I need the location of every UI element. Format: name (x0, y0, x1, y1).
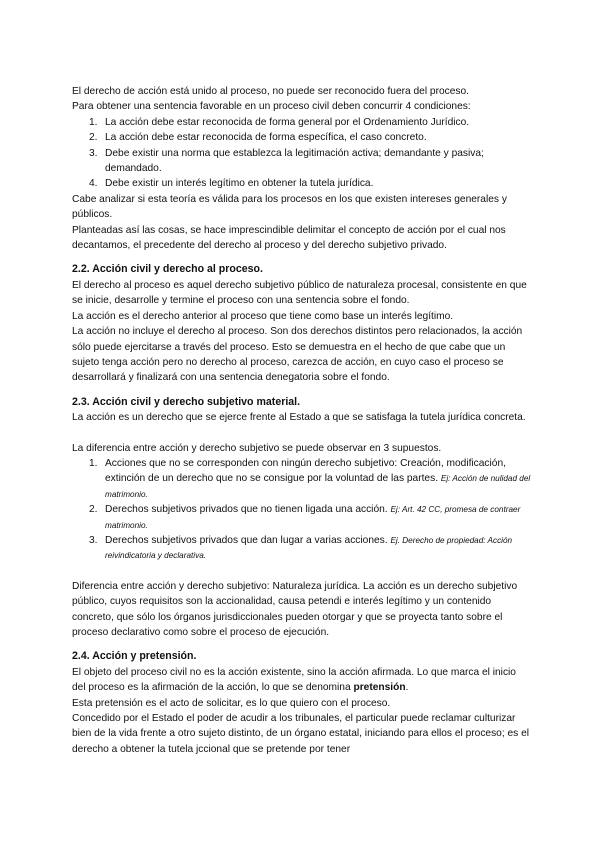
list-item (72, 130, 532, 145)
document-page (72, 84, 532, 757)
list-number: 1. (89, 457, 98, 469)
list-item (72, 115, 532, 130)
paragraph: Concedido por el Estado el poder de acudir a los tribunales, el particular puede reclamar culturizar bien de la vida frente a otro sujeto distinto, de un órgano estatal, iniciando para ellos el proceso; es el derecho a obtener la tutela jccional que se pretende por tener (72, 713, 530, 755)
paragraph: La diferencia entre acción y derecho subjetivo se puede observar en 3 supuestos. (72, 442, 442, 454)
conditions-list (72, 115, 532, 192)
list-number: 2. (89, 504, 98, 516)
text-run: . (405, 682, 409, 694)
list-number: 1. (89, 116, 98, 128)
paragraph: La acción es el derecho anterior al proceso que tiene como base un interés legítimo. (72, 310, 454, 322)
paragraph: La acción no incluye el derecho al proceso. Son dos derechos distintos pero relacionados, la acción sólo puede ejercitarse a través del proceso. Esto se demuestra en el hecho de que cabe que un sujeto tenga acción pero no derecho al proceso, carezca de acción, en cuyo caso el proceso se desarrollará y finalizará con una sentencia denegatoria sobre el fondo. (72, 326, 523, 384)
list-item (72, 146, 532, 177)
list-item-text: Debe existir una norma que establezca la legitimación activa; demandante y pasiva; demandado. (105, 147, 484, 175)
list-item (72, 502, 532, 533)
list-item-text: Derechos subjetivos privados que dan lugar a varias acciones. (105, 534, 388, 546)
cases-list (72, 456, 532, 564)
paragraph: Cabe analizar si esta teoría es válida para los procesos en los que existen intereses generales y públicos. (72, 193, 507, 221)
paragraph: Diferencia entre acción y derecho subjetivo: Naturaleza jurídica. La acción es un derecho subjetivo público, cuyos requisitos son la accionalidad, causa petendi e interés legítimo y un contenido concreto, que sólo los órganos jurisdiccionales pueden otorgar y que se proyecta tanto sobre el proceso declarativo como sobre el proceso de ejecución. (72, 580, 518, 638)
section-heading: 2.3. Acción civil y derecho subjetivo material. (72, 395, 301, 408)
list-item-text: La acción debe estar reconocida de forma general por el Ordenamiento Jurídico. (105, 116, 470, 128)
paragraph: Esta pretensión es el acto de solicitar, es lo que quiero con el proceso. (72, 697, 391, 709)
list-number: 3. (89, 147, 98, 159)
list-item-text: Acciones que no se corresponden con ningún derecho subjetivo: Creación, modificación, extinción de un derecho que no se consigue por la voluntad de las partes. (105, 457, 506, 485)
paragraph: El derecho al proceso es aquel derecho subjetivo público de naturaleza procesal, consistente en que se inicie, desarrolle y termine el proceso con una sentencia sobre el fondo. (72, 279, 527, 307)
list-item-text: Derechos subjetivos privados que no tienen ligada una acción. (105, 504, 388, 516)
text-run: El objeto del proceso civil no es la acción existente, sino la acción afirmada. Lo que marca el inicio del proceso es la afirmación de la acción, lo que se denomina (72, 666, 516, 694)
section-heading: 2.4. Acción y pretensión. (72, 650, 197, 663)
example-note: Ej: Art. 42 CC, promesa de contraer matrimonio. (105, 505, 521, 530)
bold-term: pretensión (353, 682, 406, 694)
paragraph: El derecho de acción está unido al proceso, no puede ser reconocido fuera del proceso. (72, 86, 470, 97)
example-note: Ej. Derecho de propiedad: Acción reivindicatoria y declarativa. (105, 535, 513, 561)
list-item (72, 533, 532, 564)
list-number: 4. (89, 178, 98, 190)
list-item (72, 176, 532, 191)
paragraph: Para obtener una sentencia favorable en un proceso civil deben concurrir 4 condiciones: (72, 101, 471, 113)
list-number: 3. (89, 534, 98, 546)
paragraph: La acción es un derecho que se ejerce frente al Estado a que se satisfaga la tutela jurídica concreta. (72, 412, 526, 424)
paragraph (72, 665, 532, 696)
list-item-text: Debe existir un interés legítimo en obtener la tutela jurídica. (105, 178, 374, 190)
example-note: Ej: Acción de nulidad del matrimonio. (105, 474, 531, 499)
list-item (72, 456, 532, 502)
section-heading: 2.2. Acción civil y derecho al proceso. (72, 263, 263, 276)
paragraph: Planteadas así las cosas, se hace imprescindible delimitar el concepto de acción por el cual nos decantamos, el precedente del derecho al proceso y del derecho subjetivo privado. (72, 224, 506, 252)
list-item-text: La acción debe estar reconocida de forma específica, el caso concreto. (105, 132, 427, 144)
list-number: 2. (89, 132, 98, 144)
